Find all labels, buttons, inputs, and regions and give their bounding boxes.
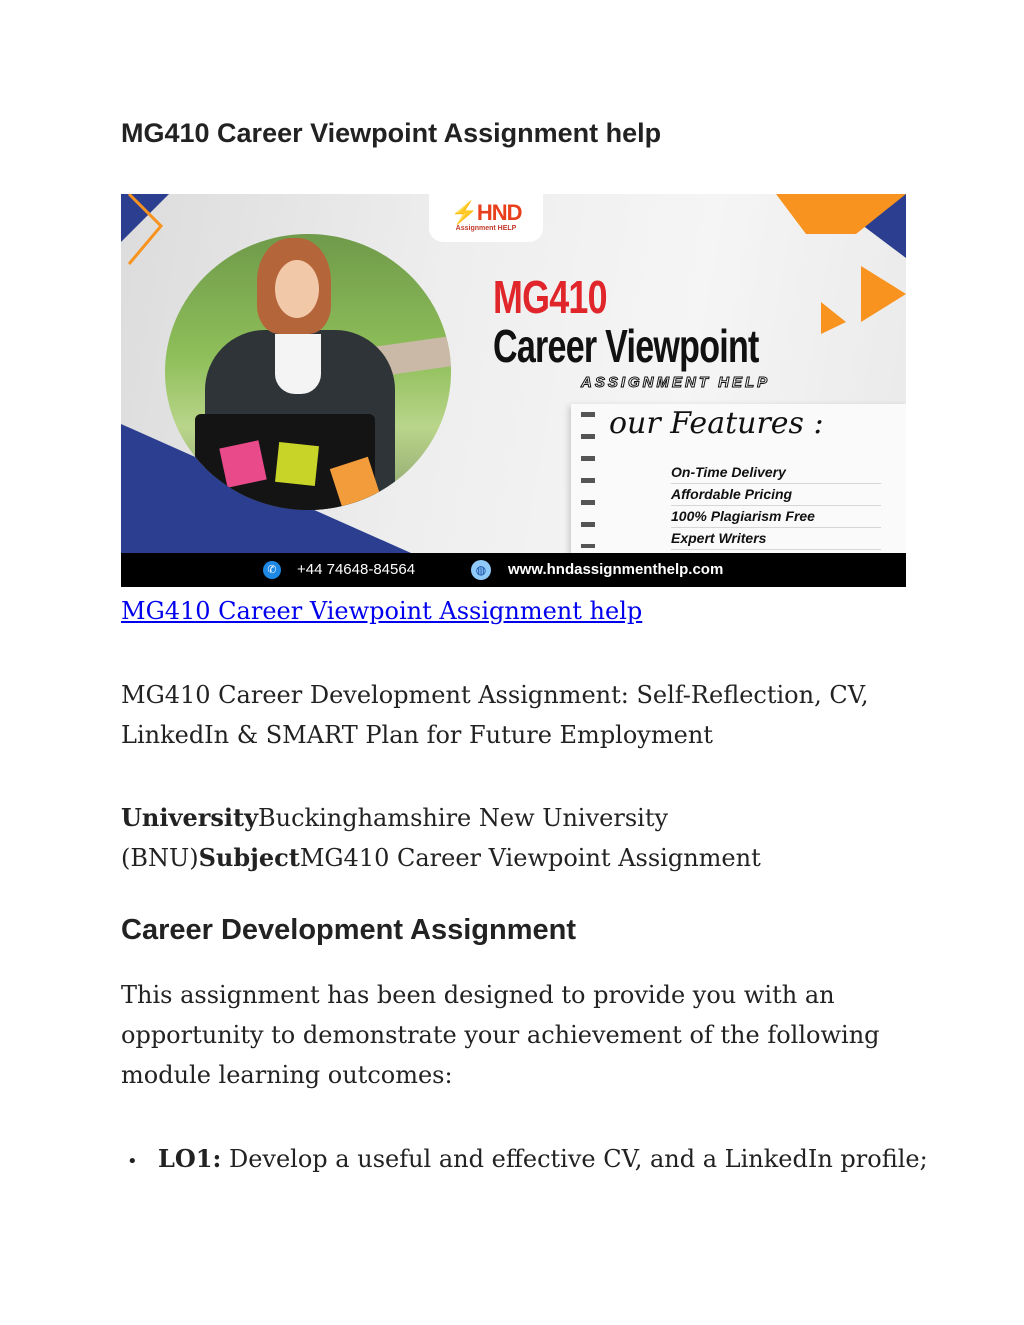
university-label: University [121,803,259,832]
section-body: This assignment has been designed to provide you with an opportunity to demonstrate your achievement of the following module learning outcomes: [121,981,880,1089]
features-heading: our Features : [609,406,824,441]
intro-paragraph: MG410 Career Development Assignment: Self-Reflection, CV, LinkedIn & SMART Plan for Future Employment [121,681,869,749]
banner-footer [121,553,906,587]
subject-label: Subject [198,843,300,872]
feature-item: Affordable Pricing [671,484,881,506]
student-photo [165,234,451,510]
caption-link[interactable]: MG410 Career Viewpoint Assignment help [121,597,643,625]
sticky-note-icon [275,442,319,486]
feature-item: 100% Plagiarism Free [671,506,881,528]
page-title: MG410 Career Viewpoint Assignment help [121,118,662,148]
logo-sub: Assignment HELP [455,225,517,232]
flame-icon: ⚡ [450,200,477,225]
globe-icon: ◍ [471,560,491,580]
feature-item: Expert Writers [671,528,881,550]
banner-heading [493,271,852,372]
phone-number: +44 74648-84564 [297,561,416,578]
outcome-code: LO1: [158,1144,222,1173]
banner-subtitle: ASSIGNMENT HELP [581,374,771,391]
features-card [571,404,906,554]
subject-value: MG410 Career Viewpoint Assignment [299,844,761,872]
bullet-icon: • [127,1151,138,1172]
website-url: www.hndassignmenthelp.com [508,561,724,578]
banner-image [121,194,906,587]
logo-brand: HND [476,200,522,225]
feature-list [671,462,881,550]
banner-title: Career Viewpoint [493,320,759,372]
section-heading: Career Development Assignment [121,914,577,946]
sticky-note-icon [219,440,266,487]
logo [429,194,543,242]
meta-paragraph [121,798,911,878]
navy-corner-top-left [121,194,169,242]
outcome-text: Develop a useful and effective CV, and a LinkedIn profile; [221,1145,928,1173]
banner-code: MG410 [493,271,607,323]
list-item [121,1139,928,1182]
notebook-spiral-icon [581,412,595,548]
university-value: Buckinghamshire New University (BNU) [121,804,669,872]
learning-outcomes-list [121,1139,928,1182]
phone-icon: ✆ [263,561,281,579]
feature-item: On-Time Delivery [671,462,881,484]
orange-play-triangle [861,266,906,322]
